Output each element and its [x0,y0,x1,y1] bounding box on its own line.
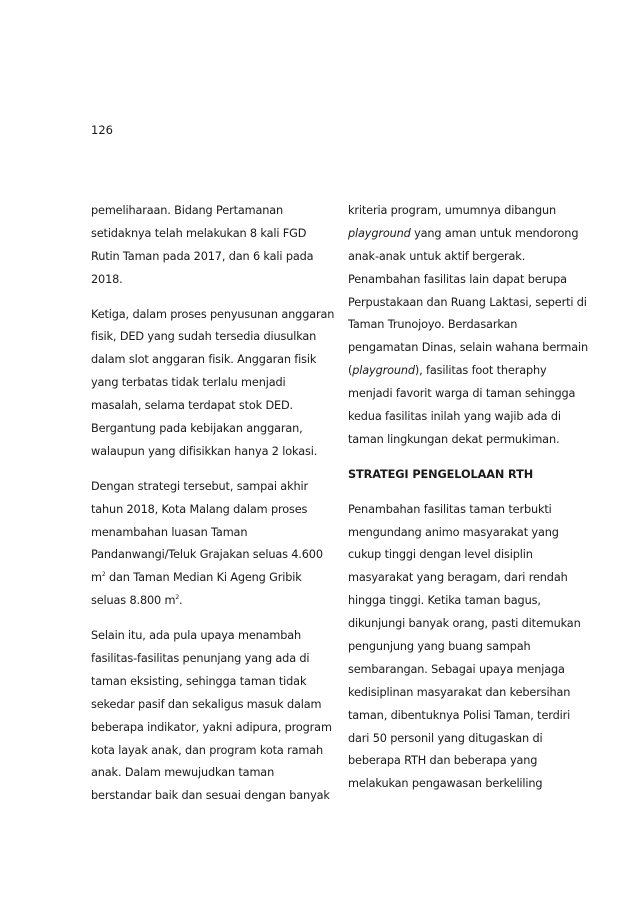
text-line: Taman Trunojoyo. Berdasarkan [348,318,518,332]
text-line [348,223,578,246]
text-line: yang terbatas tidak terlalu menjadi [91,376,286,390]
inline-text: yang aman untuk mendorong [410,226,579,240]
inline-text: dan Taman Median Ki Ageng Gribik [105,571,302,585]
text-line: tahun 2018, Kota Malang dalam proses [91,502,308,516]
text-line: pengunjung yang buang sampah [348,640,531,654]
text-line: berstandar baik dan sesuai dengan banyak [91,789,330,803]
text-line: Rutin Taman pada 2017, dan 6 kali pada [91,249,314,263]
text-line: fasilitas-fasilitas penunjang yang ada di [91,652,310,666]
text-line: sekedar pasif dan sekaligus masuk dalam [91,697,322,711]
text-line: beberapa RTH dan beberapa yang [348,754,538,768]
italic-term: playground [352,364,415,378]
text-line: dalam slot anggaran fisik. Anggaran fisik [91,353,317,367]
text-line: melakukan pengawasan berkeliling [348,777,543,791]
text-line: Pandanwangi/Teluk Grajakan seluas 4.600 [91,548,323,562]
text-line: anak-anak untuk aktif bergerak. [348,249,526,263]
text-line: taman lingkungan dekat permukiman. [348,432,560,446]
paragraph [91,200,321,292]
inline-text: . [179,594,183,608]
text-line: Dengan strategi tersebut, sampai akhir [91,479,308,493]
text-line: kedua fasilitas inilah yang wajib ada di [348,410,561,424]
text-line: Penambahan fasilitas lain dapat berupa [348,272,567,286]
text-line: Bergantung pada kebijakan anggaran, [91,422,303,436]
text-line: fisik, DED yang sudah tersedia diusulkan [91,330,317,344]
text-line: mengundang animo masyarakat yang [348,525,559,539]
paragraph [91,304,335,464]
text-line: taman, dibentuknya Polisi Taman, terdiri [348,708,571,722]
text-line: beberapa indikator, yakni adipura, program [91,720,332,734]
paragraph [348,499,581,797]
text-line: pemeliharaan. Bidang Pertamanan [91,204,284,217]
paragraph [348,200,589,452]
text-line: pengamatan Dinas, selain wahana bermain [348,341,589,355]
text-line: setidaknya telah melakukan 8 kali FGD [91,226,307,240]
page-number: 126 [91,123,113,137]
text-line: kedisiplinan masyarakat dan kebersihan [348,685,571,699]
superscript: 2 [175,594,180,602]
text-line: hingga tinggi. Ketika taman bagus, [348,594,541,608]
inline-text: ( [348,364,353,378]
text-line: anak. Dalam mewujudkan taman [91,766,275,780]
inline-text: seluas 8.800 m [91,594,176,608]
text-line: Selain itu, ada pula upaya menambah [91,629,302,643]
text-line: 2018. [91,272,123,286]
text-line: masalah, selama terdapat stok DED. [91,399,293,413]
section-heading: STRATEGI PENGELOLAAN RTH [348,467,534,481]
text-line [91,590,321,613]
text-line: Perpustakaan dan Ruang Laktasi, seperti di [348,295,587,309]
unit-text: m [91,571,102,585]
text-line: menambahan luasan Taman [91,525,248,539]
text-line: menjadi favorit warga di taman sehingga [348,387,576,401]
text-line: Penambahan fasilitas taman terbukti [348,502,552,516]
text-line: taman eksisting, sehingga taman tidak [91,674,307,688]
right-column [348,200,589,796]
text-line: masyarakat yang beragam, dari rendah [348,571,568,585]
text-line: sembarangan. Sebagai upaya menjaga [348,662,565,676]
text-line: dikunjungi banyak orang, pasti ditemukan [348,617,581,631]
italic-term: playground [348,226,411,240]
left-column [91,200,335,808]
text-line: kriteria program, umumnya dibangun [348,204,557,217]
text-line: cukup tinggi dengan level disiplin [348,548,533,562]
text-line: walaupun yang difisikkan hanya 2 lokasi. [91,444,318,458]
paragraph [91,625,332,808]
text-line: kota layak anak, dan program kota ramah [91,743,323,757]
text-line [91,567,321,590]
inline-text: ), fasilitas foot theraphy [414,364,547,378]
text-line: dari 50 personil yang ditugaskan di [348,731,543,745]
text-line: Ketiga, dalam proses penyusunan anggaran [91,307,335,321]
superscript: 2 [101,571,106,579]
paragraph [91,476,321,613]
text-line [348,360,578,383]
